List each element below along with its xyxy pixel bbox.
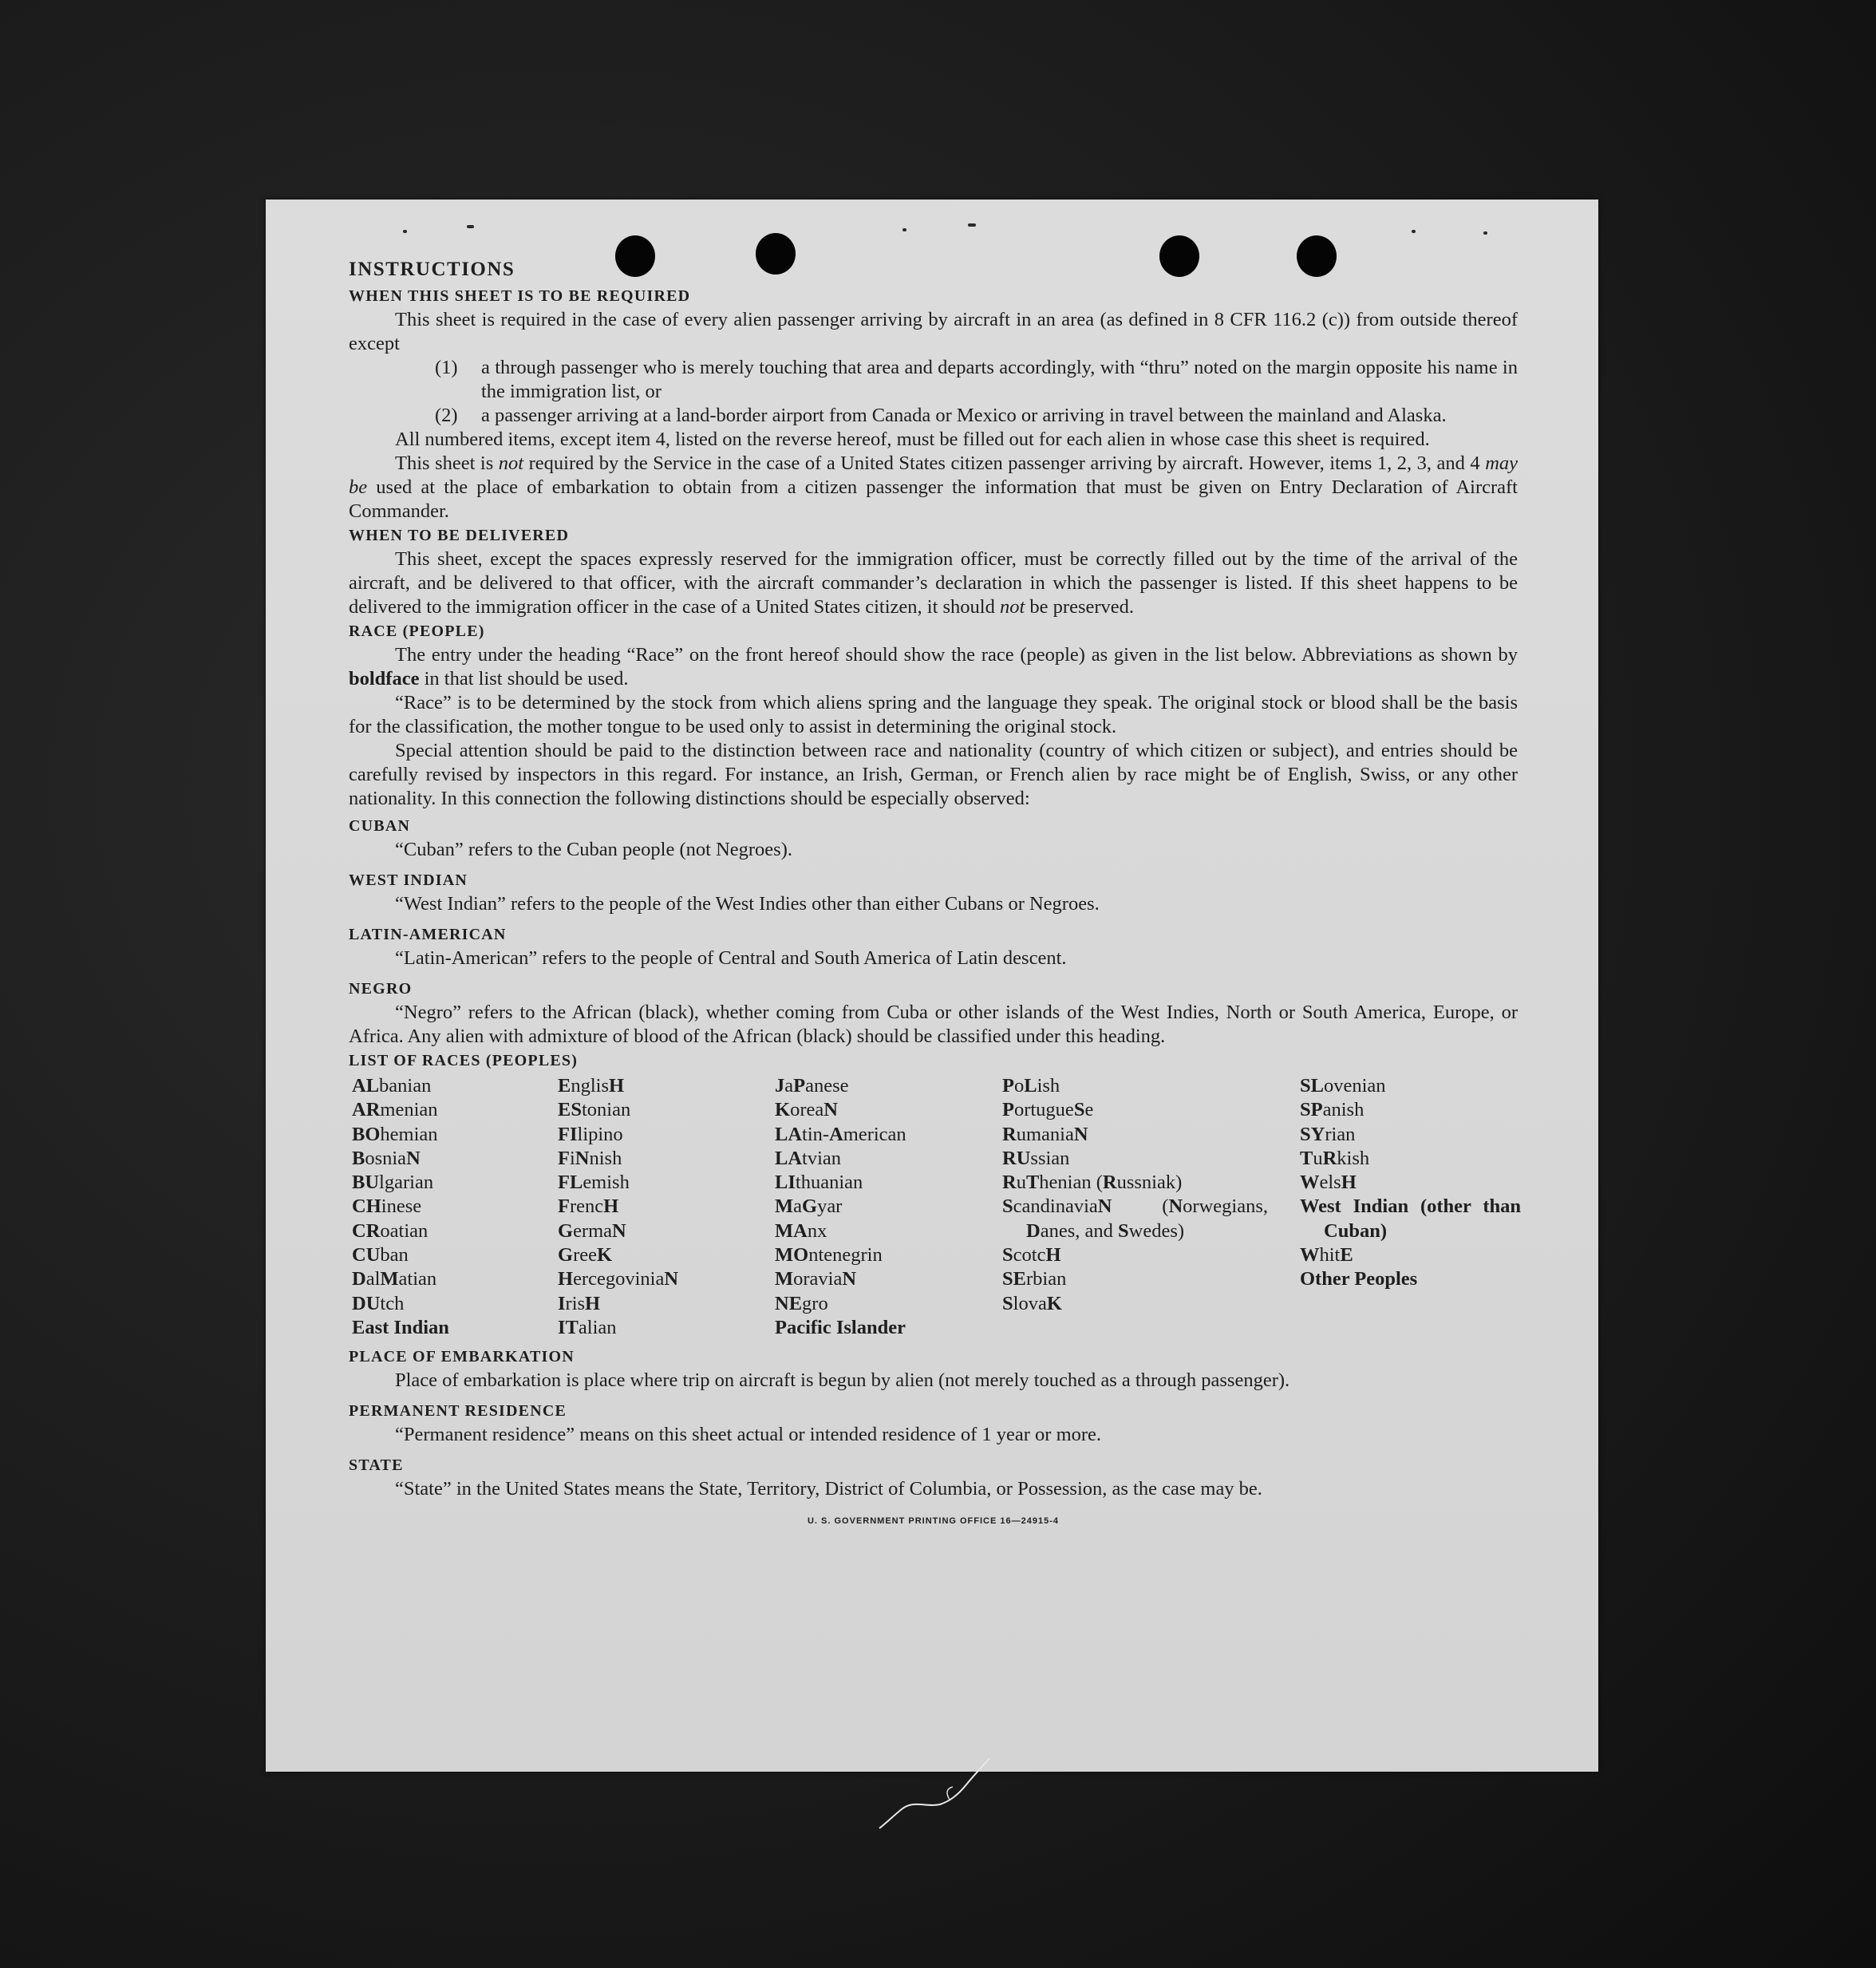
- races-column: [775, 1074, 1002, 1340]
- section-heading-embarkation: PLACE OF EMBARKATION: [349, 1348, 575, 1366]
- race-entry: CRoatian: [352, 1219, 429, 1242]
- race-entry: PortugueSe: [1002, 1099, 1094, 1121]
- west-indian-text: “West Indian” refers to the people of the West Indies other than either Cubans or Negroes.: [395, 893, 1100, 915]
- printer-imprint: U. S. GOVERNMENT PRINTING OFFICE 16—24915-4: [807, 1516, 1059, 1527]
- race-entry: East Indian: [352, 1316, 449, 1338]
- required-intro: This sheet is required in the case of every alien passenger arriving by aircraft in an area (as defined in 8 CFR 116.2 (c)) from outside thereof except: [349, 309, 1518, 354]
- race-entry: IrisH: [558, 1292, 601, 1314]
- embarkation-text: Place of embarkation is place where trip on aircraft is begun by alien (not merely touched as a through passenger).: [395, 1369, 1290, 1392]
- race-para-3: Special attention should be paid to the distinction between race and nationality (country of which citizen or subject), and entries should be carefully revised by inspectors in this regard. For instance, an Irish, German, or French alien by race might be of English, Swiss, or any other nationality. In this connection the following distinctions should be especially observed:: [349, 740, 1518, 809]
- race-entry: TuRkish: [1300, 1147, 1370, 1169]
- negro-text: “Negro” refers to the African (black), whether coming from Cuba or other islands of the West Indies, North or South America, Europe, or Africa. Any alien with admixture of blood of the African (black) should be classified under this heading.: [349, 1002, 1518, 1047]
- races-column: [1002, 1074, 1300, 1340]
- race-entry: BUlgarian: [352, 1172, 434, 1194]
- race-entry: SLovenian: [1300, 1075, 1386, 1097]
- race-entry: RuThenian (Russniak): [1002, 1172, 1183, 1194]
- race-entry: BosniaN: [352, 1147, 421, 1169]
- document-sheet: [266, 200, 1598, 1772]
- race-entry: PoLish: [1002, 1075, 1060, 1097]
- races-column: [558, 1074, 775, 1340]
- race-entry: SYrian: [1300, 1123, 1356, 1145]
- pen-scribble: [870, 1752, 997, 1840]
- section-heading-residence: PERMANENT RESIDENCE: [349, 1402, 567, 1421]
- race-entry: DalMatian: [352, 1268, 437, 1290]
- section-heading-delivered: WHEN TO BE DELIVERED: [349, 527, 570, 544]
- race-entry: NEgro: [775, 1292, 828, 1314]
- race-entry: WelsH: [1300, 1172, 1357, 1194]
- race-entry: ITalian: [558, 1316, 617, 1338]
- section-heading-cuban: CUBAN: [349, 817, 411, 835]
- race-entry: LAtvian: [775, 1147, 842, 1169]
- item-text: a passenger arriving at a land-border airport from Canada or Mexico or arriving in travel between the mainland and Alaska.: [481, 405, 1447, 426]
- section-heading-west-indian: WEST INDIAN: [349, 871, 468, 889]
- race-entry: ScotcH: [1002, 1244, 1061, 1267]
- race-entry: HercegoviniaN: [558, 1268, 679, 1290]
- section-heading-latin-american: LATIN-AMERICAN: [349, 926, 507, 943]
- speck: [968, 223, 976, 227]
- race-entry: SPanish: [1300, 1099, 1365, 1121]
- race-entry: ALbanian: [352, 1075, 432, 1097]
- race-entry: MAnx: [775, 1219, 827, 1242]
- section-heading-negro: NEGRO: [349, 980, 413, 998]
- race-entry: GreeK: [558, 1244, 613, 1267]
- exception-item-1: [435, 356, 1518, 404]
- race-entry: RumaniaN: [1002, 1123, 1088, 1145]
- cuban-text: “Cuban” refers to the Cuban people (not Negroes).: [395, 839, 792, 860]
- race-entry: KoreaN: [775, 1099, 838, 1121]
- race-entry: FIlipino: [558, 1123, 623, 1145]
- race-entry: FLemish: [558, 1172, 630, 1194]
- item-number: (1): [435, 357, 458, 378]
- race-entry: ARmenian: [352, 1099, 438, 1121]
- race-entry: LIthuanian: [775, 1172, 863, 1194]
- residence-text: “Permanent residence” means on this sheet actual or intended residence of 1 year or more.: [395, 1424, 1102, 1446]
- race-entry: EStonian: [558, 1099, 631, 1121]
- race-entry: ScandinaviaN (Norwegians, Danes, and Swedes): [1002, 1195, 1268, 1242]
- race-entry: EnglisH: [558, 1075, 625, 1097]
- race-entry: CUban: [352, 1244, 409, 1267]
- state-text: “State” in the United States means the State, Territory, District of Columbia, or Possession, as the case may be.: [395, 1478, 1262, 1500]
- speck: [902, 228, 906, 231]
- race-entry: Pacific Islander: [775, 1316, 906, 1338]
- page-title: INSTRUCTIONS: [349, 259, 515, 280]
- race-entry: Other Peoples: [1300, 1268, 1418, 1290]
- item-text: a through passenger who is merely touching that area and departs accordingly, with “thru” noted on the margin opposite his name in the immigration list, or: [481, 357, 1518, 402]
- section-heading-state: STATE: [349, 1456, 404, 1475]
- race-entry: GermaN: [558, 1219, 626, 1242]
- section-heading-races-list: LIST OF RACES (PEOPLES): [349, 1052, 579, 1069]
- item-number: (2): [435, 405, 458, 426]
- race-entry: FiNnish: [558, 1147, 622, 1169]
- latin-american-text: “Latin-American” refers to the people of Central and South America of Latin descent.: [395, 947, 1067, 969]
- speck: [467, 225, 474, 228]
- races-column: [352, 1074, 558, 1340]
- races-column: [1300, 1074, 1521, 1340]
- race-entry: MOntenegrin: [775, 1244, 883, 1267]
- race-entry: MoraviaN: [775, 1268, 857, 1290]
- race-entry: BOhemian: [352, 1123, 438, 1145]
- race-entry: JaPanese: [775, 1075, 849, 1097]
- section-heading-race: RACE (PEOPLE): [349, 622, 485, 640]
- speck: [1412, 230, 1416, 233]
- race-entry: SErbian: [1002, 1268, 1067, 1290]
- race-entry: WhitE: [1300, 1244, 1353, 1267]
- race-entry: FrencH: [558, 1195, 619, 1218]
- race-entry: DUtch: [352, 1292, 405, 1314]
- required-para-3: This sheet is not required by the Service in the case of a United States citizen passenger arriving by aircraft. However, items 1, 2, 3, and 4 may be used at the place of embarkation to obtain from a citizen passenger the information that must be given on Entry Declaration of Aircraft Commander.: [349, 452, 1519, 522]
- speck: [1483, 231, 1487, 235]
- race-entry: West Indian (other than Cuban): [1300, 1195, 1521, 1242]
- race-entry: MaGyar: [775, 1195, 843, 1218]
- race-para-1: The entry under the heading “Race” on the front hereof should show the race (people) as given in the list below. Abbreviations as shown by boldface in that list should be used.: [349, 644, 1518, 690]
- races-list: [352, 1074, 1521, 1340]
- race-entry: CHinese: [352, 1195, 422, 1218]
- instructions-content: [349, 255, 1521, 1533]
- delivered-text: This sheet, except the spaces expressly reserved for the immigration officer, must be correctly filled out by the time of the arrival of the aircraft, and be delivered to that officer, with the aircraft commander’s declaration in which the passenger is listed. If this sheet happens to be delivered to the immigration officer in the case of a United States citizen, it should not be preserved.: [349, 548, 1518, 618]
- required-para-2: All numbered items, except item 4, listed on the reverse hereof, must be filled out for each alien in whose case this sheet is required.: [395, 429, 1430, 450]
- race-entry: SlovaK: [1002, 1292, 1062, 1314]
- race-entry: RUssian: [1002, 1147, 1070, 1169]
- race-para-2: “Race” is to be determined by the stock from which aliens spring and the language they speak. The original stock or blood shall be the basis for the classification, the mother tongue to be used only to assist in determining the original stock.: [349, 692, 1518, 737]
- exception-item-2: [435, 404, 1518, 428]
- section-heading-required: WHEN THIS SHEET IS TO BE REQUIRED: [349, 287, 691, 305]
- speck: [403, 230, 407, 233]
- race-entry: LAtin-American: [775, 1123, 906, 1145]
